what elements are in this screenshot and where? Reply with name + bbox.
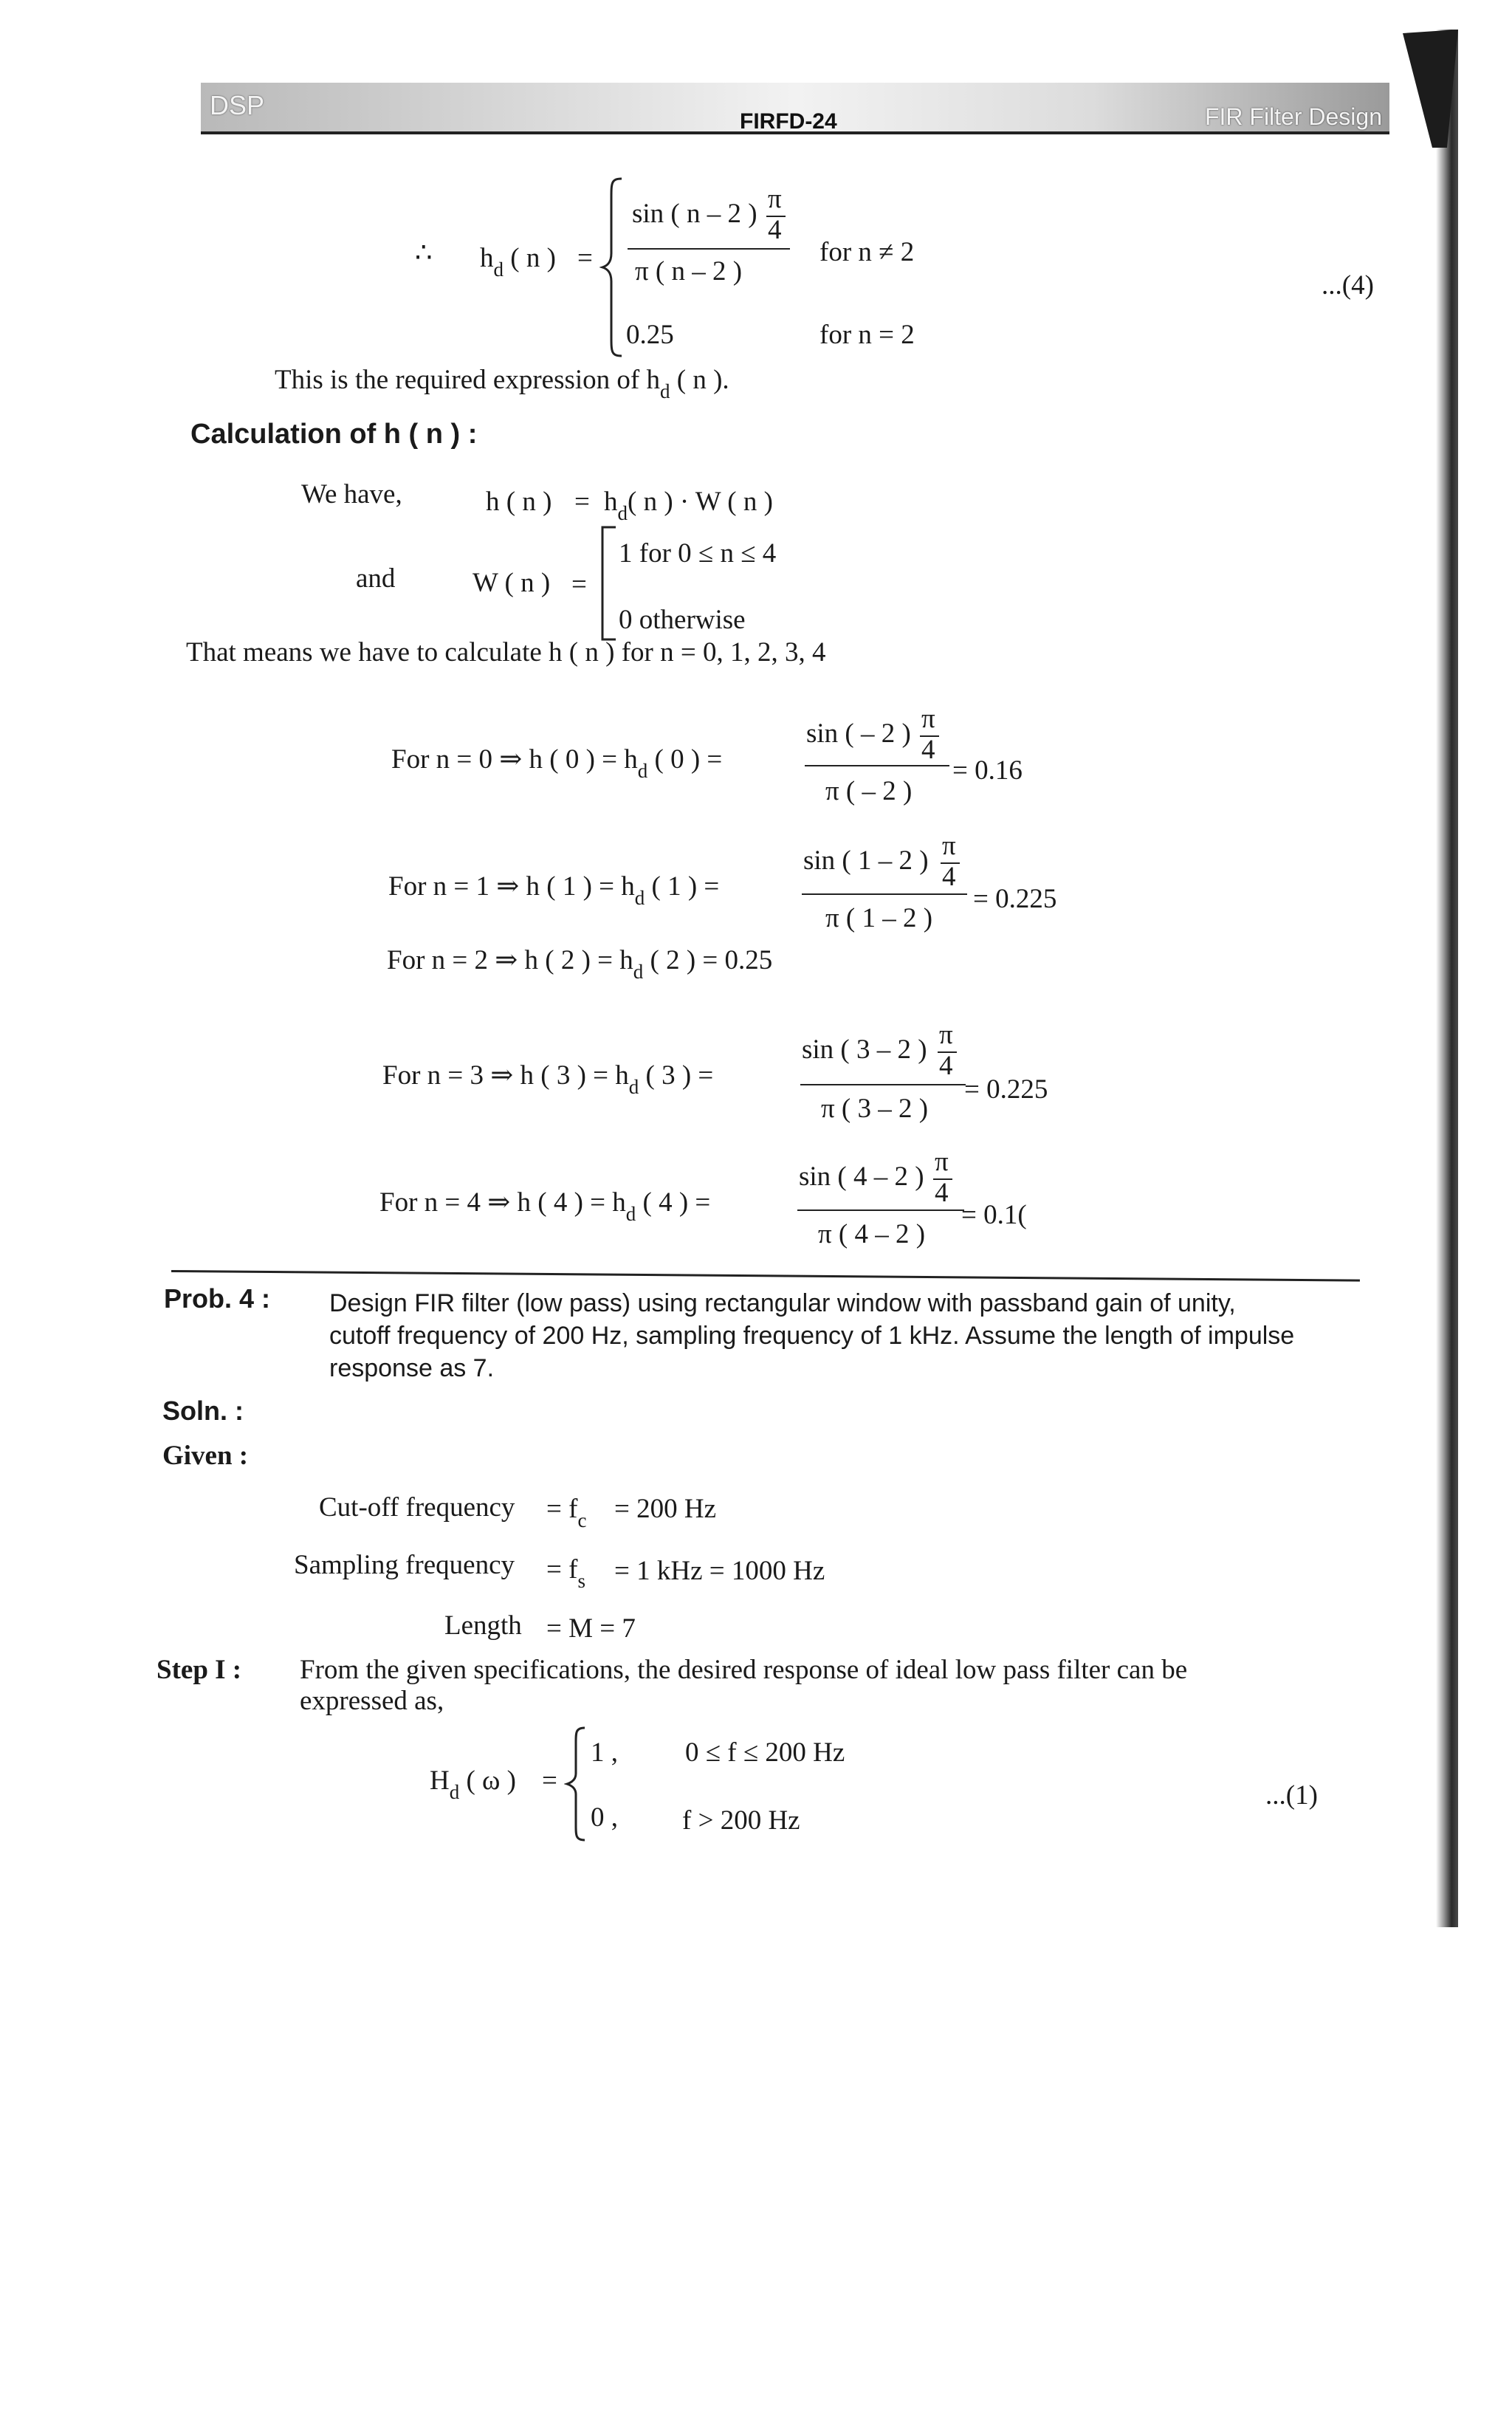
- sampling-value: = 1 kHz = 1000 Hz: [614, 1556, 825, 1586]
- result-value: = 0.225: [964, 1074, 1048, 1105]
- problem-label: Prob. 4 :: [164, 1283, 271, 1314]
- and-label: and: [356, 563, 396, 594]
- h-n-lhs: h ( n ): [486, 487, 552, 517]
- eq4-denominator: π ( n – 2 ): [635, 256, 743, 286]
- eq4-lhs: $h_d$ ( n ): [480, 243, 556, 281]
- header-subject: DSP: [210, 90, 265, 120]
- cutoff-value: = 200 Hz: [614, 1494, 717, 1524]
- left-brace: [599, 176, 629, 359]
- step-text-line-2: expressed as,: [300, 1686, 444, 1716]
- problem-text-line-1: Design FIR filter (low pass) using rectangular window with passband gain of unity,: [329, 1289, 1236, 1317]
- left-brace: [564, 1725, 591, 1843]
- problem-text-line-3: response as 7.: [329, 1354, 495, 1382]
- fraction-line: [797, 1209, 964, 1211]
- given-label: Given :: [162, 1441, 249, 1471]
- we-have-label: We have,: [301, 479, 402, 509]
- equation-tag: ...(4): [1322, 270, 1374, 301]
- length-value: = M = 7: [546, 1613, 636, 1644]
- eq4-case1-condition: for n ≠ 2: [819, 237, 915, 267]
- result-value: = 0.16: [952, 755, 1023, 786]
- fraction-line: [802, 893, 967, 895]
- left-bracket: [597, 524, 619, 642]
- page-header-bar: [201, 83, 1389, 134]
- eq4-numerator: sin ( n – 2 ): [632, 199, 757, 229]
- equals-sign: =: [574, 487, 590, 517]
- cutoff-symbol: = $f_c$: [546, 1494, 587, 1531]
- length-label: Length: [444, 1610, 522, 1641]
- h-n-rhs: $h_d$( n ) · W ( n ): [604, 487, 773, 524]
- w-n-lhs: W ( n ): [472, 568, 551, 598]
- equals-sign: =: [577, 243, 593, 273]
- eq1-case1-value: 1 ,: [591, 1737, 618, 1768]
- sampling-label: Sampling frequency: [294, 1550, 515, 1580]
- step-label: Step I :: [157, 1655, 242, 1685]
- eq1-case1-condition: 0 ≤ f ≤ 200 Hz: [685, 1737, 845, 1768]
- result-value: = 0.225: [973, 884, 1057, 914]
- binding-corner-mark: [1388, 30, 1462, 155]
- therefore-symbol: ∴: [415, 238, 433, 268]
- equation-tag: ...(1): [1265, 1780, 1318, 1811]
- equals-sign: =: [542, 1765, 557, 1796]
- required-expression-text: This is the required expression of $h_d$ ( n ).: [275, 365, 729, 402]
- section-divider: [171, 1270, 1360, 1282]
- eq1-case2-value: 0 ,: [591, 1802, 618, 1833]
- page-binding-shadow: [1436, 30, 1458, 1927]
- eq4-case2-value: 0.25: [626, 320, 674, 350]
- eq4-case2-condition: for n = 2: [819, 320, 915, 350]
- window-case-1: 1 for 0 ≤ n ≤ 4: [619, 538, 777, 569]
- sampling-symbol: = $f_s$: [546, 1554, 585, 1592]
- eq4-fraction-line: [628, 248, 790, 250]
- eq1-lhs: $H_d$ ( ω ): [430, 1765, 516, 1803]
- section-heading: Calculation of h ( n ) :: [190, 419, 478, 450]
- pi-symbol: π: [768, 184, 782, 214]
- eq1-case2-condition: f > 200 Hz: [682, 1805, 800, 1836]
- cutoff-label: Cut-off frequency: [319, 1492, 515, 1523]
- equals-sign: =: [571, 569, 587, 600]
- means-line: That means we have to calculate h ( n ) for n = 0, 1, 2, 3, 4: [186, 637, 826, 668]
- header-page-number: FIRFD-24: [740, 109, 837, 134]
- solution-label: Soln. :: [162, 1396, 244, 1426]
- result-value: = 0.1(: [961, 1200, 1027, 1230]
- window-case-2: 0 otherwise: [619, 605, 746, 635]
- step-text-line-1: From the given specifications, the desired response of ideal low pass filter can be: [300, 1655, 1188, 1685]
- fraction-line: [800, 1084, 966, 1085]
- problem-text-line-2: cutoff frequency of 200 Hz, sampling frequency of 1 kHz. Assume the length of impulse: [329, 1322, 1295, 1350]
- four-digit: 4: [768, 215, 782, 245]
- fraction-line: [805, 765, 949, 766]
- header-chapter-title: FIR Filter Design: [1204, 103, 1382, 130]
